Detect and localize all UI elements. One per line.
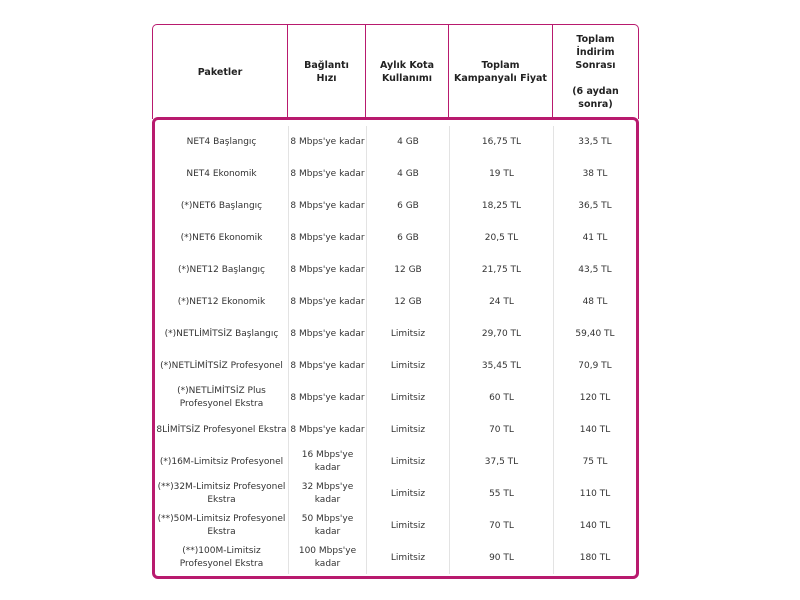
tariff-table bbox=[152, 24, 639, 579]
table-row bbox=[155, 350, 636, 382]
connection-speed-cell: 8 Mbps'ye kadar bbox=[289, 126, 367, 158]
quota-cell: 4 GB bbox=[367, 158, 450, 190]
quota-cell: Limitsiz bbox=[367, 542, 450, 574]
connection-speed-cell: 100 Mbps'ye kadar bbox=[289, 542, 367, 574]
after-discount-price-cell: 43,5 TL bbox=[578, 264, 612, 275]
quota-cell: Limitsiz bbox=[367, 414, 450, 446]
table-row bbox=[155, 542, 636, 574]
header-price-after-discount: Toplam İndirim Sonrası (6 aydan sonra) bbox=[572, 34, 619, 110]
package-name-cell: (*)NET12 Ekonomik bbox=[155, 286, 289, 318]
campaign-price-cell: 70 TL bbox=[450, 510, 554, 542]
connection-speed-cell: 8 Mbps'ye kadar bbox=[289, 286, 367, 318]
table-row bbox=[155, 254, 636, 286]
after-discount-price-cell: 48 TL bbox=[582, 296, 608, 307]
table-row bbox=[155, 190, 636, 222]
package-name-cell: (*)NETLİMİTSİZ Profesyonel bbox=[155, 350, 289, 382]
campaign-price-cell: 35,45 TL bbox=[450, 350, 554, 382]
connection-speed-cell: 32 Mbps'ye kadar bbox=[289, 478, 367, 510]
connection-speed-cell: 8 Mbps'ye kadar bbox=[289, 254, 367, 286]
campaign-price-cell: 21,75 TL bbox=[450, 254, 554, 286]
campaign-price-cell: 19 TL bbox=[450, 158, 554, 190]
after-discount-price-cell: 33,5 TL bbox=[578, 136, 612, 147]
table-row bbox=[155, 414, 636, 446]
connection-speed-cell: 8 Mbps'ye kadar bbox=[289, 158, 367, 190]
quota-cell: Limitsiz bbox=[367, 510, 450, 542]
connection-speed-cell: 8 Mbps'ye kadar bbox=[289, 414, 367, 446]
quota-cell: 6 GB bbox=[367, 222, 450, 254]
after-discount-price-cell: 59,40 TL bbox=[575, 328, 615, 339]
package-name-cell: (**)32M-Limitsiz Profesyonel Ekstra bbox=[155, 478, 289, 510]
table-header bbox=[152, 24, 639, 119]
after-discount-price-cell: 38 TL bbox=[582, 168, 608, 179]
after-discount-price-cell: 75 TL bbox=[582, 456, 608, 467]
after-discount-price-cell: 70,9 TL bbox=[578, 360, 612, 371]
quota-cell: Limitsiz bbox=[367, 478, 450, 510]
table-row bbox=[155, 158, 636, 190]
package-name-cell: (*)NETLİMİTSİZ Başlangıç bbox=[155, 318, 289, 350]
table-row bbox=[155, 382, 636, 414]
package-name-cell: NET4 Başlangıç bbox=[155, 126, 289, 158]
package-name-cell: (**)100M-Limitsiz Profesyonel Ekstra bbox=[155, 542, 289, 574]
after-discount-price-cell: 41 TL bbox=[582, 232, 608, 243]
after-discount-price-cell: 140 TL bbox=[579, 424, 611, 435]
quota-cell: 6 GB bbox=[367, 190, 450, 222]
campaign-price-cell: 90 TL bbox=[450, 542, 554, 574]
package-name-cell: NET4 Ekonomik bbox=[155, 158, 289, 190]
table-rows bbox=[155, 120, 636, 574]
header-campaign-price: Toplam Kampanyalı Fiyat bbox=[449, 25, 553, 119]
package-name-cell: (*)NETLİMİTSİZ Plus Profesyonel Ekstra bbox=[155, 382, 289, 414]
connection-speed-cell: 8 Mbps'ye kadar bbox=[289, 350, 367, 382]
connection-speed-cell: 50 Mbps'ye kadar bbox=[289, 510, 367, 542]
after-discount-price-cell: 120 TL bbox=[579, 392, 611, 403]
after-discount-price-cell: 36,5 TL bbox=[578, 200, 612, 211]
table-row bbox=[155, 222, 636, 254]
campaign-price-cell: 70 TL bbox=[450, 414, 554, 446]
campaign-price-cell: 24 TL bbox=[450, 286, 554, 318]
table-body bbox=[152, 117, 639, 579]
after-discount-price-cell: 180 TL bbox=[579, 552, 611, 563]
package-name-cell: 8LİMİTSİZ Profesyonel Ekstra bbox=[155, 414, 289, 446]
connection-speed-cell: 8 Mbps'ye kadar bbox=[289, 382, 367, 414]
quota-cell: 4 GB bbox=[367, 126, 450, 158]
quota-cell: 12 GB bbox=[367, 286, 450, 318]
quota-cell: Limitsiz bbox=[367, 446, 450, 478]
after-discount-price-cell: 140 TL bbox=[579, 520, 611, 531]
connection-speed-cell: 8 Mbps'ye kadar bbox=[289, 190, 367, 222]
header-connection-speed: Bağlantı Hızı bbox=[288, 25, 366, 119]
campaign-price-cell: 16,75 TL bbox=[450, 126, 554, 158]
table-row bbox=[155, 126, 636, 158]
quota-cell: Limitsiz bbox=[367, 350, 450, 382]
campaign-price-cell: 55 TL bbox=[450, 478, 554, 510]
campaign-price-cell: 37,5 TL bbox=[450, 446, 554, 478]
package-name-cell: (*)NET6 Başlangıç bbox=[155, 190, 289, 222]
quota-cell: 12 GB bbox=[367, 254, 450, 286]
campaign-price-cell: 60 TL bbox=[450, 382, 554, 414]
connection-speed-cell: 8 Mbps'ye kadar bbox=[289, 318, 367, 350]
package-name-cell: (*)16M-Limitsiz Profesyonel bbox=[155, 446, 289, 478]
campaign-price-cell: 20,5 TL bbox=[450, 222, 554, 254]
table-row bbox=[155, 446, 636, 478]
table-row bbox=[155, 286, 636, 318]
package-name-cell: (*)NET6 Ekonomik bbox=[155, 222, 289, 254]
table-row bbox=[155, 318, 636, 350]
table-row bbox=[155, 510, 636, 542]
quota-cell: Limitsiz bbox=[367, 318, 450, 350]
campaign-price-cell: 29,70 TL bbox=[450, 318, 554, 350]
after-discount-price-cell: 110 TL bbox=[579, 488, 611, 499]
campaign-price-cell: 18,25 TL bbox=[450, 190, 554, 222]
package-name-cell: (*)NET12 Başlangıç bbox=[155, 254, 289, 286]
connection-speed-cell: 16 Mbps'ye kadar bbox=[289, 446, 367, 478]
table-row bbox=[155, 478, 636, 510]
quota-cell: Limitsiz bbox=[367, 382, 450, 414]
header-monthly-quota: Aylık Kota Kullanımı bbox=[366, 25, 449, 119]
header-packages: Paketler bbox=[153, 25, 288, 119]
connection-speed-cell: 8 Mbps'ye kadar bbox=[289, 222, 367, 254]
package-name-cell: (**)50M-Limitsiz Profesyonel Ekstra bbox=[155, 510, 289, 542]
